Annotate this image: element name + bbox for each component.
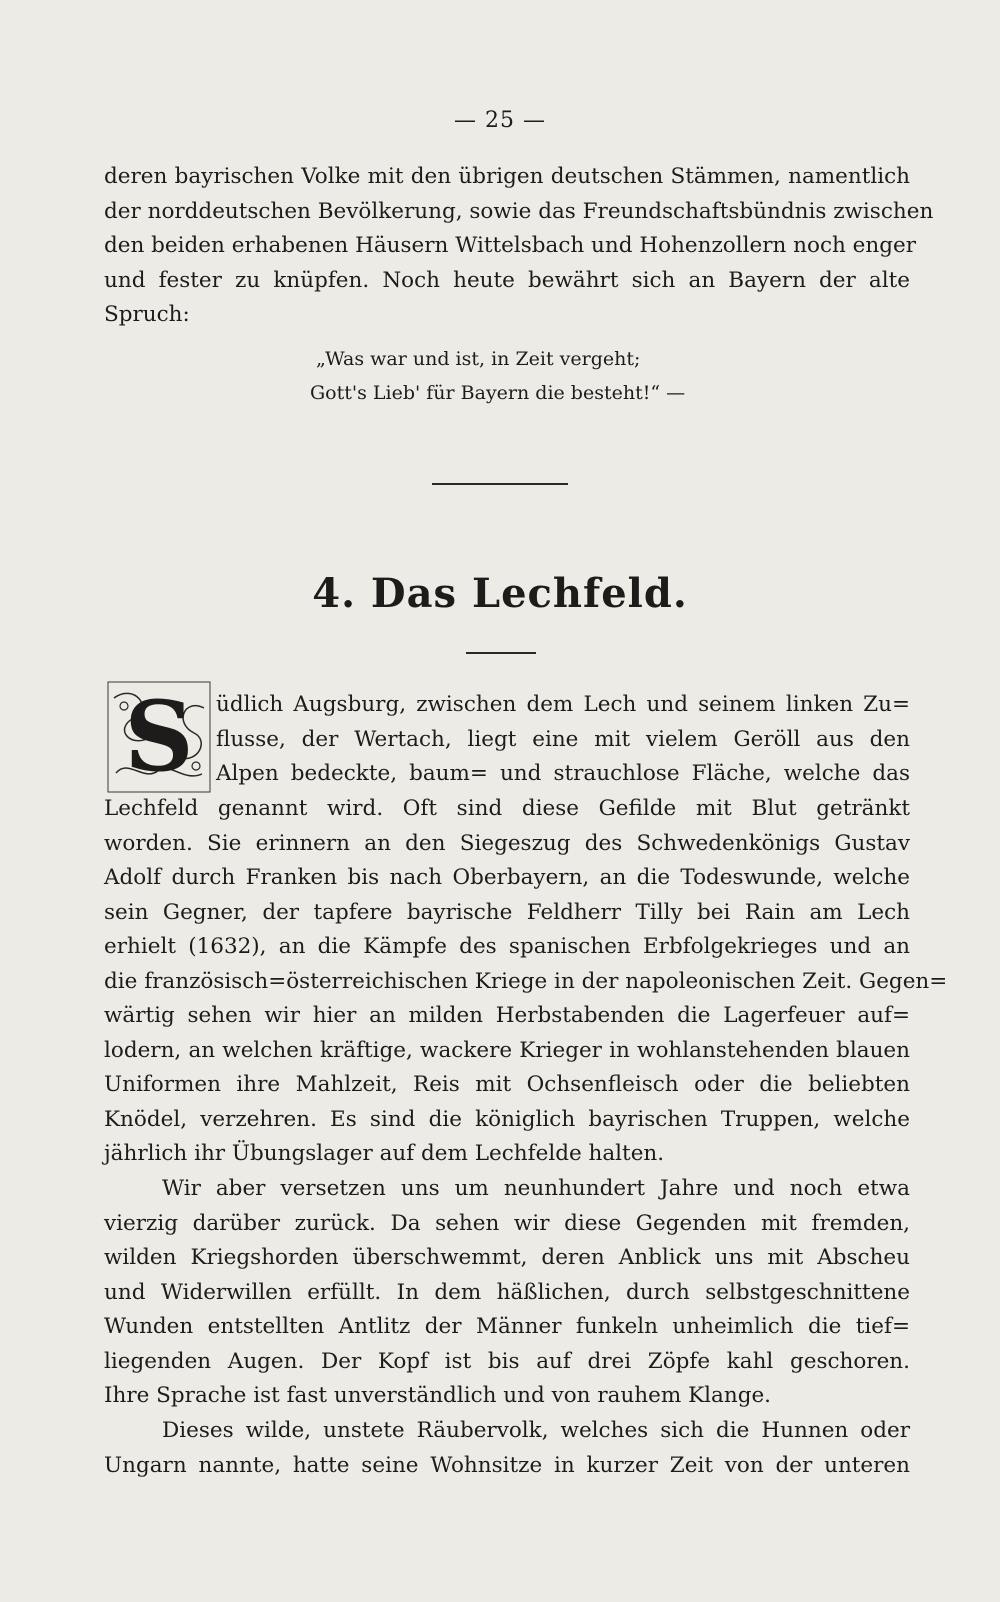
text-line: der norddeutschen Bevölkerung, sowie das Freundschaftsbündnis zwischen bbox=[104, 198, 934, 224]
paragraph-1-body bbox=[104, 792, 948, 1172]
text-line: Adolf durch Franken bis nach Oberbayern, an die Todeswunde, welche bbox=[104, 865, 910, 890]
text-line: worden. Sie erinnern an den Siegeszug des Schwedenkönigs Gustav bbox=[104, 830, 910, 856]
text-line: vierzig darüber zurück. Da sehen wir diese Gegenden mit fremden, bbox=[104, 1210, 910, 1236]
paragraph-2 bbox=[104, 1172, 910, 1414]
text-line: sein Gegner, der tapfere bayrische Feldherr Tilly bei Rain am Lech bbox=[104, 899, 910, 925]
text-line: Wir aber versetzen uns um neunhundert Jahre und noch etwa bbox=[162, 1176, 910, 1201]
text-line: deren bayrischen Volke mit den übrigen deutschen Stämmen, namentlich bbox=[104, 164, 910, 189]
text-line: lodern, an welchen kräftige, wackere Krieger in wohlanstehenden blauen bbox=[104, 1037, 910, 1063]
text-line: Dieses wilde, unstete Räubervolk, welches sich die Hunnen oder bbox=[162, 1418, 910, 1443]
section-divider bbox=[432, 483, 568, 485]
text-line: Wunden entstellten Antlitz der Männer funkeln unheimlich die tief= bbox=[104, 1314, 910, 1339]
text-line: üdlich Augsburg, zwischen dem Lech und seinem linken Zu= bbox=[216, 692, 910, 717]
text-line: und Widerwillen erfüllt. In dem häßlichen, durch selbstgeschnittene bbox=[104, 1279, 910, 1305]
page-number: — 25 — bbox=[454, 108, 546, 133]
text-line: Ungarn nannte, hatte seine Wohnsitze in kurzer Zeit von der unteren bbox=[104, 1452, 910, 1478]
paragraph-3 bbox=[104, 1414, 910, 1483]
title-underline bbox=[466, 652, 536, 654]
section-title: 4. Das Lechfeld. bbox=[312, 570, 688, 617]
text-line: liegenden Augen. Der Kopf ist bis auf drei Zöpfe kahl geschoren. bbox=[104, 1348, 910, 1374]
text-line: erhielt (1632), an die Kämpfe des spanischen Erbfolgekrieges und an bbox=[104, 934, 910, 959]
intro-paragraph bbox=[104, 160, 934, 333]
text-line: jährlich ihr Übungslager auf dem Lechfelde halten. bbox=[104, 1141, 665, 1166]
text-line: Spruch: bbox=[104, 302, 190, 327]
quote-line: Gott's Lieb' für Bayern die besteht!“ — bbox=[310, 382, 686, 404]
text-line: Ihre Sprache ist fast unverständlich und von rauhem Klange. bbox=[104, 1383, 772, 1408]
text-line: wilden Kriegshorden überschwemmt, deren Anblick uns mit Abscheu bbox=[104, 1245, 910, 1270]
text-line: und fester zu knüpfen. Noch heute bewährt sich an Bayern der alte bbox=[104, 267, 910, 293]
drop-cap-ornament bbox=[104, 678, 214, 796]
ornamental-drop-cap bbox=[104, 678, 214, 796]
text-line: flusse, der Wertach, liegt eine mit vielem Geröll aus den bbox=[216, 726, 910, 752]
drop-cap-letter: S bbox=[124, 680, 194, 793]
text-line: die französisch=österreichischen Kriege in der napoleonischen Zeit. Gegen= bbox=[104, 968, 948, 994]
quote-line: „Was war und ist, in Zeit vergeht; bbox=[316, 348, 641, 370]
text-line: Alpen bedeckte, baum= und strauchlose Fläche, welche das bbox=[216, 761, 910, 786]
text-line: wärtig sehen wir hier an milden Herbstabenden die Lagerfeuer auf= bbox=[104, 1003, 910, 1028]
text-line: Knödel, verzehren. Es sind die königlich bayrischen Truppen, welche bbox=[104, 1106, 910, 1132]
drop-cap-paragraph-start bbox=[216, 688, 910, 792]
text-line: Uniformen ihre Mahlzeit, Reis mit Ochsenfleisch oder die beliebten bbox=[104, 1072, 910, 1097]
text-line: den beiden erhabenen Häusern Wittelsbach und Hohenzollern noch enger bbox=[104, 233, 917, 258]
verse-quote bbox=[0, 342, 1000, 410]
text-line: Lechfeld genannt wird. Oft sind diese Gefilde mit Blut getränkt bbox=[104, 796, 910, 821]
